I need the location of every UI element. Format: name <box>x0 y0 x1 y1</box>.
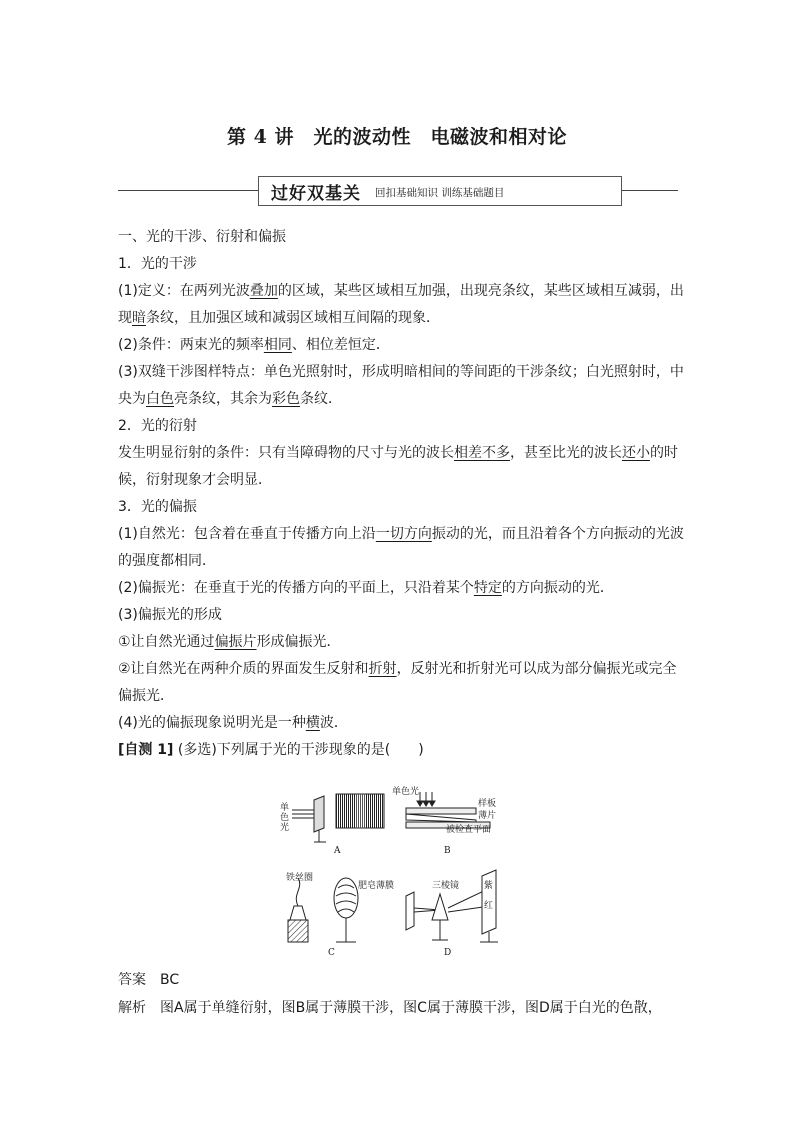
fringe-stripe <box>364 794 365 828</box>
fringe-stripe <box>336 794 337 828</box>
heading-interference: 1．光的干涉 <box>118 256 197 272</box>
para: (2)偏振光：在垂直于光的传播方向的平面上，只沿着某个特定的方向振动的光． <box>118 580 614 596</box>
para: 现暗条纹，且加强区域和减弱区域相互间隔的现象． <box>118 310 440 326</box>
para: (1)自然光：包含着在垂直于传播方向上沿一切方向振动的光，而且沿着各个方向振动的光波 <box>118 526 684 542</box>
answer: 答案 BC <box>118 972 180 988</box>
para: (3)双缝干涉图样特点：单色光照射时，形成明暗相间的等间距的干涉条纹；白光照射时，中 <box>118 364 684 380</box>
para: 发生明显衍射的条件：只有当障碍物的尺寸与光的波长相差不多，甚至比光的波长还小的时 <box>118 445 678 461</box>
banner-sub: 回扣基础知识 训练基础题目 <box>375 187 505 199</box>
para: (4)光的偏振现象说明光是一种横波． <box>118 715 348 731</box>
figure-c-drawing <box>288 878 358 942</box>
caption-a: A <box>334 846 341 856</box>
fringe-stripe <box>374 794 375 828</box>
fringe-stripe <box>382 794 383 828</box>
figure-group <box>270 770 530 970</box>
label-b-light: 单色光 <box>392 787 420 797</box>
analysis: 解析 图A属于单缝衍射，图B属于薄膜干涉，图C属于薄膜干涉，图D属于白光的色散， <box>118 1000 662 1016</box>
fringe-stripe <box>360 794 361 828</box>
para: 央为白色亮条纹，其余为彩色条纹． <box>118 391 342 407</box>
section-heading: 一、光的干涉、衍射和偏振 <box>118 229 286 245</box>
fringe-stripe <box>342 794 343 828</box>
label-a-2: 色 <box>280 813 290 823</box>
section-banner <box>118 176 678 206</box>
fringe-stripe <box>358 794 359 828</box>
page-title: 第 4 讲 光的波动性 电磁波和相对论 <box>227 126 567 148</box>
self-test-question: [自测 1] (多选)下列属于光的干涉现象的是( ) <box>118 742 424 758</box>
fringe-stripe <box>346 794 347 828</box>
caption-b: B <box>444 846 451 856</box>
para: ②让自然光在两种介质的界面发生反射和折射，反射光和折射光可以成为部分偏振光或完全 <box>118 661 677 677</box>
label-d-violet: 紫 <box>484 881 494 891</box>
fringe-stripe <box>376 794 377 828</box>
label-d-prism: 三棱镜 <box>432 881 460 891</box>
label-b-plate: 样板 <box>478 799 497 809</box>
fringe-stripe <box>366 794 367 828</box>
fringe-stripe <box>348 794 349 828</box>
fringe-stripe <box>378 794 379 828</box>
label-d-red: 红 <box>484 901 494 911</box>
fringe-stripe <box>340 794 341 828</box>
para: 候，衍射现象才会明显． <box>118 472 272 488</box>
fringe-stripe <box>362 794 363 828</box>
para: ①让自然光通过偏振片形成偏振光． <box>118 634 341 650</box>
fringe-stripe <box>352 794 353 828</box>
label-c-wire: 铁丝圈 <box>286 873 314 883</box>
caption-d: D <box>444 948 452 958</box>
fringe-stripe <box>338 794 339 828</box>
fringe-stripe <box>380 794 381 828</box>
heading-polarization: 3．光的偏振 <box>118 499 197 515</box>
label-b-sheet: 薄片 <box>478 811 497 821</box>
banner-left-rule <box>118 190 258 191</box>
para: (2)条件：两束光的频率相同、相位差恒定． <box>118 337 390 353</box>
banner-right-rule <box>620 190 678 191</box>
caption-c: C <box>328 948 335 958</box>
para: 偏振光． <box>118 688 174 704</box>
label-c-film: 肥皂薄膜 <box>358 881 395 891</box>
para: 的强度都相同． <box>118 553 216 569</box>
main-content <box>118 224 684 764</box>
fringe-stripe <box>344 794 345 828</box>
fringe-stripe <box>372 794 373 828</box>
fringe-stripe <box>356 794 357 828</box>
label-a-1: 单 <box>280 803 290 813</box>
fringe-stripe <box>370 794 371 828</box>
para: (1)定义：在两列光波叠加的区域，某些区域相互加强，出现亮条纹，某些区域相互减弱，出 <box>118 283 684 299</box>
fringe-stripe <box>350 794 351 828</box>
para: (3)偏振光的形成 <box>118 607 222 623</box>
banner-main: 过好双基关 <box>271 184 361 204</box>
label-a-3: 光 <box>280 823 290 833</box>
label-b-surface: 被检查平面 <box>446 825 492 835</box>
banner-box <box>258 176 622 206</box>
heading-diffraction: 2．光的衍射 <box>118 418 197 434</box>
fringe-stripe <box>354 794 355 828</box>
fringe-stripe <box>368 794 369 828</box>
